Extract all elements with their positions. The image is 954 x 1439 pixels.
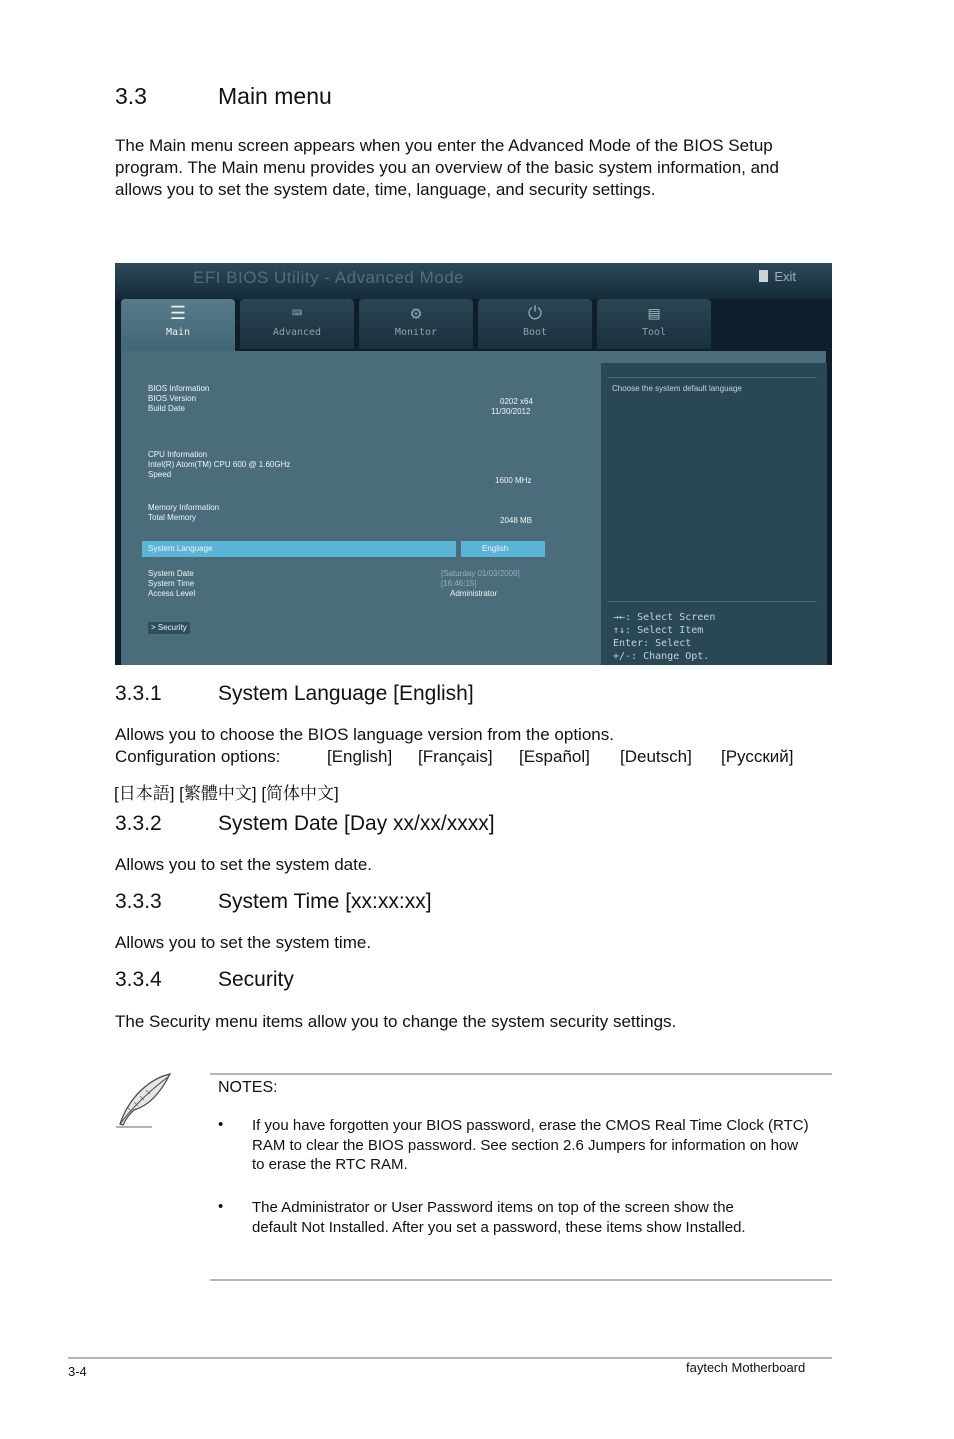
- subsection-title: System Time [xx:xx:xx]: [218, 890, 432, 913]
- speed-value: 1600 MHz: [495, 476, 532, 485]
- system-date-field[interactable]: [Saturday 01/03/2009]: [441, 569, 520, 578]
- security-submenu[interactable]: > Security: [148, 622, 190, 634]
- exit-icon: [759, 270, 768, 282]
- bios-title: EFI BIOS Utility - Advanced Mode: [193, 268, 465, 287]
- key-legend: [613, 611, 715, 663]
- speed-label: Speed: [148, 470, 172, 479]
- bios-exit-label: Exit: [774, 269, 796, 284]
- footer-rule: [68, 1357, 832, 1359]
- config-option: [Français]: [418, 747, 493, 766]
- tab-advanced[interactable]: [240, 299, 354, 349]
- advanced-icon: ⌨: [291, 303, 303, 324]
- system-language-value: English: [482, 544, 509, 553]
- note-item: If you have forgotten your BIOS password, erase the CMOS Real Time Clock (RTC) RAM to clear the BIOS password. See section 2.6 Jumpers for information on how to erase the RTC RAM.: [252, 1117, 809, 1173]
- bios-exit-button[interactable]: [759, 269, 796, 284]
- footer-product: faytech Motherboard: [686, 1360, 806, 1375]
- system-time-field[interactable]: [16:46:15]: [441, 579, 477, 588]
- config-option: [Deutsch]: [620, 747, 692, 766]
- build-date-value: 11/30/2012: [491, 407, 531, 416]
- access-level-label: Access Level: [148, 589, 196, 598]
- security-description: The Security menu items allow you to change the system security settings.: [115, 1012, 677, 1031]
- subsection-title: System Date [Day xx/xx/xxxx]: [218, 812, 495, 835]
- total-memory-value: 2048 MB: [500, 516, 533, 525]
- subsection-number: 3.3.2: [115, 812, 162, 835]
- help-divider: [607, 377, 817, 378]
- tab-boot-label: Boot: [522, 327, 548, 338]
- key-legend-line: →←: Select Screen: [613, 612, 716, 623]
- key-legend-line: +/-: Change Opt.: [613, 651, 710, 662]
- time-description: Allows you to set the system time.: [115, 933, 372, 952]
- list-icon: ☰: [169, 303, 187, 324]
- config-options-label: Configuration options:: [115, 747, 281, 766]
- date-description: Allows you to set the system date.: [115, 855, 373, 874]
- key-legend-line: ↑↓: Select Item: [613, 625, 704, 636]
- subsection-number: 3.3.3: [115, 890, 162, 913]
- notes-top-rule: [210, 1073, 832, 1075]
- config-options-cjk: [日本語] [繁體中文] [简体中文]: [114, 784, 339, 803]
- tool-icon: ▤: [648, 303, 660, 324]
- config-option: [Русский]: [721, 747, 794, 766]
- tab-monitor-label: Monitor: [394, 327, 438, 338]
- section-heading: [115, 83, 332, 110]
- intro-paragraph: The Main menu screen appears when you enter the Advanced Mode of the BIOS Setup program. The Main menu provides you an overview of the basic system information, and allows you to set the system date, time, language, and security settings.: [115, 136, 779, 199]
- memory-info-heading: Memory Information: [148, 503, 220, 512]
- tab-monitor[interactable]: [359, 299, 473, 349]
- section-number: 3.3: [115, 83, 147, 109]
- monitor-icon: ⚙: [410, 303, 422, 324]
- tab-main-label: Main: [165, 327, 191, 338]
- system-date-label: System Date: [148, 569, 194, 578]
- help-divider: [607, 601, 817, 602]
- config-option: [Español]: [519, 747, 590, 766]
- bios-info-heading: BIOS Information: [148, 384, 210, 393]
- cpu-name: Intel(R) Atom(TM) CPU 600 @ 1.60GHz: [148, 460, 291, 469]
- tab-advanced-label: Advanced: [272, 327, 322, 338]
- note-item: The Administrator or User Password items on top of the screen show the default Not Installed. After you set a password, these items show Installed.: [252, 1199, 746, 1236]
- subsection-heading: [115, 812, 495, 836]
- bios-screenshot: [115, 263, 832, 665]
- build-date-label: Build Date: [148, 404, 185, 413]
- subsection-number: 3.3.4: [115, 968, 162, 991]
- notes-bottom-rule: [210, 1279, 832, 1281]
- subsection-heading: [115, 682, 474, 706]
- cpu-info-heading: CPU Information: [148, 450, 208, 459]
- tab-tool-label: Tool: [641, 327, 667, 338]
- feather-pen-icon: [112, 1070, 174, 1135]
- notes-heading: NOTES:: [218, 1079, 278, 1096]
- bullet: •: [218, 1116, 224, 1133]
- subsection-heading: [115, 968, 294, 992]
- bullet: •: [218, 1198, 224, 1215]
- subsection-number: 3.3.1: [115, 682, 162, 705]
- system-time-label: System Time: [148, 579, 195, 588]
- page-number: 3-4: [68, 1364, 87, 1379]
- total-memory-label: Total Memory: [148, 513, 197, 522]
- system-language-label: System Language: [148, 544, 213, 553]
- power-icon: ⏻: [527, 303, 543, 324]
- bios-version-label: BIOS Version: [148, 394, 197, 403]
- subsection-heading: [115, 890, 432, 914]
- access-level-value: Administrator: [450, 589, 498, 598]
- config-option: [English]: [327, 747, 393, 766]
- section-title: Main menu: [218, 83, 332, 109]
- subsection-title: Security: [218, 968, 294, 991]
- tab-main[interactable]: [121, 299, 235, 351]
- tab-tool[interactable]: [597, 299, 711, 349]
- subsection-title: System Language [English]: [218, 682, 474, 705]
- language-description: Allows you to choose the BIOS language version from the options.: [115, 725, 614, 744]
- help-text: Choose the system default language: [612, 384, 742, 393]
- bios-version-value: 0202 x64: [500, 397, 533, 406]
- key-legend-line: Enter: Select: [613, 638, 692, 649]
- tab-boot[interactable]: [478, 299, 592, 349]
